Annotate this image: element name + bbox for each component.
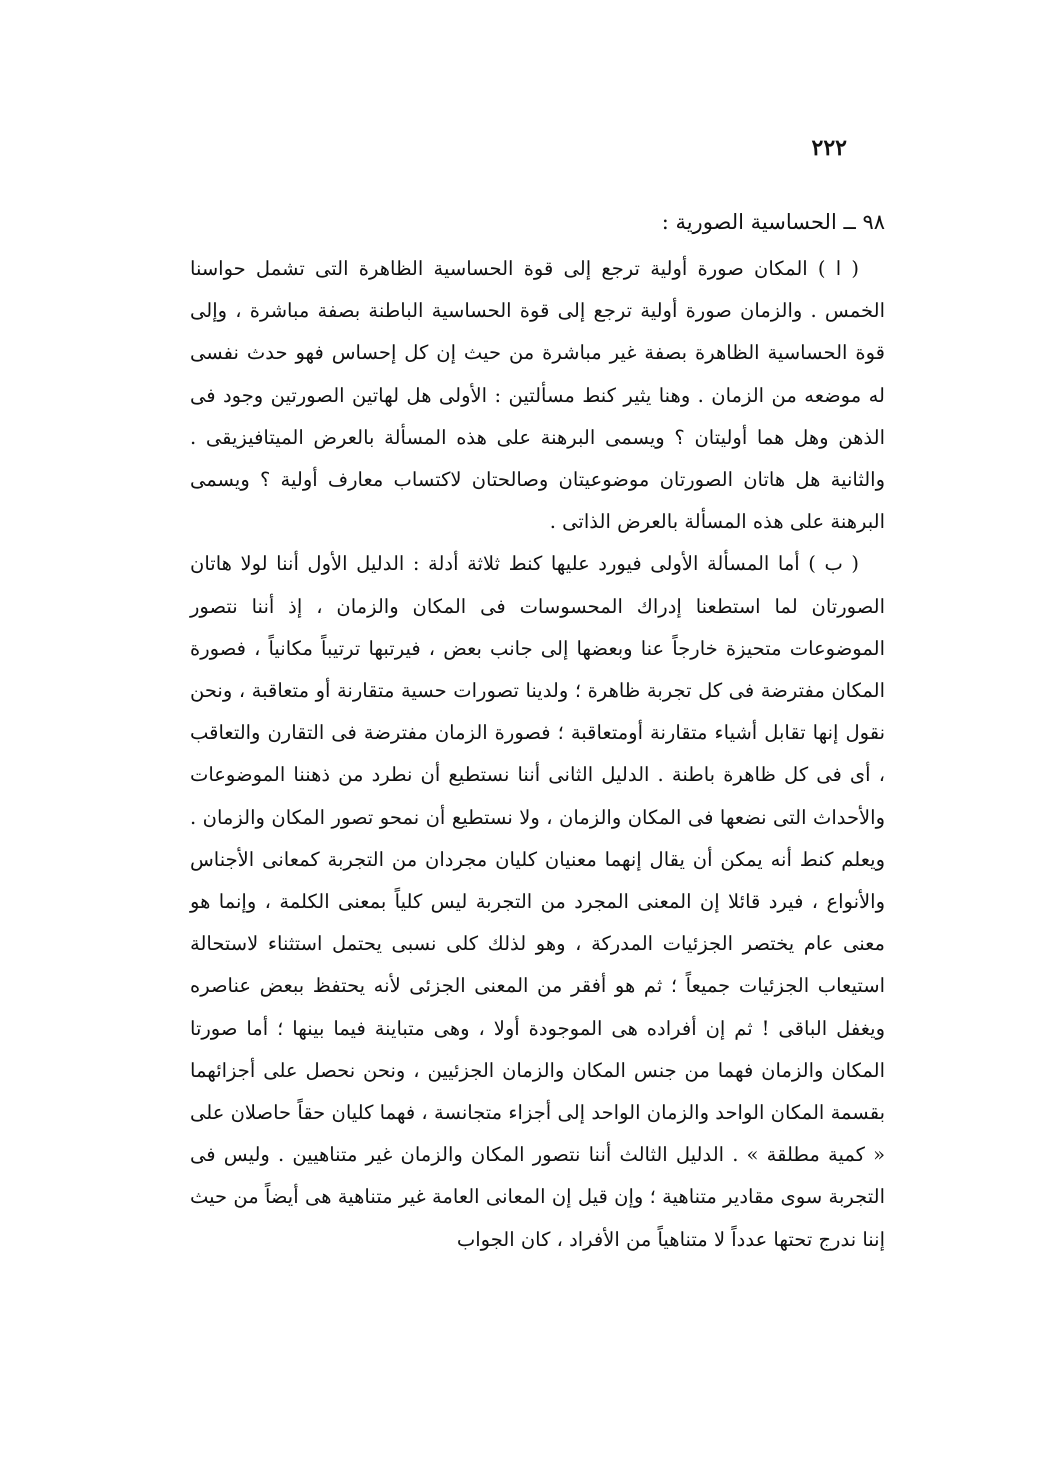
- body-text: [190, 200, 885, 1261]
- page-number: ٢٢٢: [811, 135, 847, 161]
- section-heading: ٩٨ ــ الحساسية الصورية :: [661, 210, 885, 234]
- paragraph-a: ( ا ) المكان صورة أولية ترجع إلى قوة الحساسية الظاهرة التى تشمل حواسنا الخمس . والزمان صورة أولية ترجع إلى قوة الحساسية الباطنة بصفة مباشرة ، وإلى قوة الحساسية الظاهرة بصفة غير مباشرة من حيث إن كل إحساس فهو حدث نفسى له موضعه من الزمان . وهنا يثير كنط مسألتين : الأولى هل لهاتين الصورتين وجود فى الذهن وهل هما أوليتان ؟ ويسمى البرهنة على هذه المسألة بالعرض الميتافيزيقى . والثانية هل هاتان الصورتان موضوعيتان وصالحتان لاكتساب معارف أولية ؟ ويسمى البرهنة على هذه المسألة بالعرض الذاتى .: [190, 257, 885, 534]
- paragraph-b: ( ب ) أما المسألة الأولى فيورد عليها كنط ثلاثة أدلة : الدليل الأول أننا لولا هاتان الصورتان لما استطعنا إدراك المحسوسات فى المكان والزمان ، إذ أننا نتصور الموضوعات متحيزة خارجاً عنا وبعضها إلى جانب بعض ، فيرتبها ترتيباً مكانياً ، فصورة المكان مفترضة فى كل تجربة ظاهرة ؛ ولدينا تصورات حسية متقارنة أو متعاقبة ، ونحن نقول إنها تقابل أشياء متقارنة أومتعاقبة ؛ فصورة الزمان مفترضة فى التقارن والتعاقب ، أى فى كل ظاهرة باطنة . الدليل الثانى أننا نستطيع أن نطرد من ذهننا الموضوعات والأحداث التى نضعها فى المكان والزمان ، ولا نستطيع أن نمحو تصور المكان والزمان . ويعلم كنط أنه يمكن أن يقال إنهما معنيان كليان مجردان من التجربة كمعانى الأجناس والأنواع ، فيرد قائلا إن المعنى المجرد من التجربة ليس كلياً بمعنى الكلمة ، وإنما هو معنى عام يختصر الجزئيات المدركة ، وهو لذلك كلى نسبى يحتمل استثناء لاستحالة استيعاب الجزئيات جميعاً ؛ ثم هو أفقر من المعنى الجزئى لأنه يحتفظ ببعض عناصره ويغفل الباقى ! ثم إن أفراده هى الموجودة أولا ، وهى متباينة فيما بينها ؛ أما صورتا المكان والزمان فهما من جنس المكان والزمان الجزئيين ، ونحن نحصل على أجزائهما بقسمة المكان الواحد والزمان الواحد إلى أجزاء متجانسة ، فهما كليان حقاً حاصلان على « كمية مطلقة » . الدليل الثالث أننا نتصور المكان والزمان غير متناهيين . وليس فى التجربة سوى مقادير متناهية ؛ وإن قيل إن المعانى العامة غير متناهية هى أيضاً من حيث إننا ندرج تحتها عدداً لا متناهياً من الأفراد ، كان الجواب: [190, 552, 885, 1251]
